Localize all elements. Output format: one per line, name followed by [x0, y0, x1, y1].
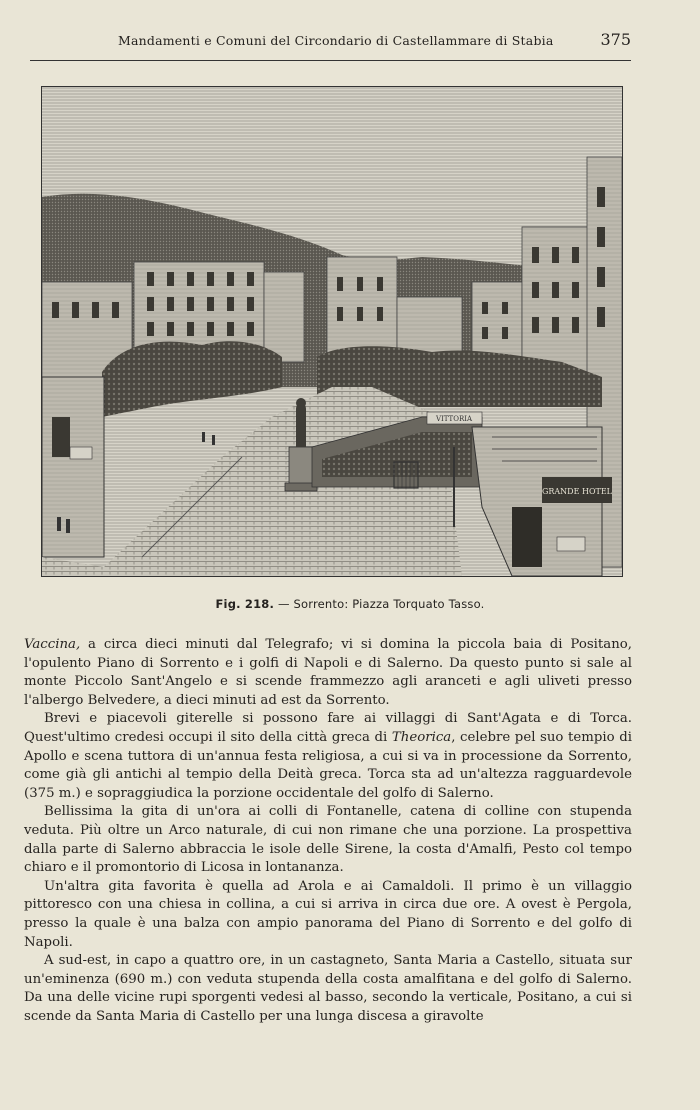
engraving-illustration	[41, 86, 623, 577]
paragraph-2-italic: Theorica	[391, 729, 452, 745]
running-head	[30, 28, 635, 52]
figure-number: Fig. 218.	[215, 597, 275, 611]
hotel-vittoria-sign: VITTORIA	[435, 415, 473, 423]
paragraph-1-text: a circa dieci minuti dal Telegrafo; vi si domina la piccola baia di Positano, l'opulento Piano di Sorrento e i golfi di Napoli e di Salerno. Da questo punto si sale al monte Piccolo Sant'Angelo e si scende frammezzo agli aranceti e agli uliveti presso l'albergo Belvedere, a dieci minuti ad est da Sorrento.	[24, 637, 632, 708]
body-text	[24, 636, 632, 1026]
figure-caption	[0, 597, 700, 611]
paragraph-1	[24, 636, 632, 710]
paragraph-1-lead: Vaccina,	[24, 637, 81, 652]
figure-caption-text: — Sorrento: Piazza Torquato Tasso.	[277, 597, 485, 611]
page-number: 375	[600, 30, 631, 49]
running-title: Mandamenti e Comuni del Circondario di Castellammare di Stabia	[118, 33, 554, 48]
piazza-engraving	[42, 87, 622, 576]
paragraph-3: Bellissima la gita di un'ora ai colli di Fontanelle, catena di colline con stupenda veduta. Più oltre un Arco naturale, di cui non rimane che una porzione. La prospettiva dalla parte di Salerno abbraccia le isole delle Sirene, la costa d'Amalfi, Pesto col tempo chiaro e il promontorio di Licosa in lontananza.	[24, 804, 632, 876]
header-rule	[30, 60, 631, 61]
paragraph-2-text-b: , celebre pel suo tempio di Apollo e scena tuttora di un'annua festa religiosa, a cui si va in processione da Sorrento, come già gli antichi al tempio della Deità greca. Torca sta ad un'altezza ragguardevole (375 m.) e sopraggiudica la porzione occidentale del golfo di Salerno.	[24, 729, 633, 801]
paragraph-2	[24, 710, 632, 803]
paragraph-5: A sud-est, in capo a quattro ore, in un castagneto, Santa Maria a Castello, situata sur un'eminenza (690 m.) con veduta stupenda della costa amalfitana e del golfo di Salerno. Da una delle vicine rupi sporgenti vedesi al basso, secondo la verticale, Positano, a cui si scende da Santa Maria di Castello per una lunga discesa a giravolte	[24, 953, 632, 1024]
grande-hotel-sign: GRANDE HOTEL	[541, 487, 613, 496]
paragraph-4: Un'altra gita favorita è quella ad Arola e ai Camaldoli. Il primo è un villaggio pittoresco con una chiesa in collina, a cui si arriva in circa due ore. A ovest è Pergola, presso la quale è una balza con ampio panorama del Piano di Sorrento e del golfo di Napoli.	[24, 878, 632, 950]
paragraph-2-text-a: Brevi e piacevoli giterelle si possono fare ai villaggi di Sant'Agata e di Torca. Quest'ultimo credesi occupi il sito della città greca di	[24, 711, 632, 745]
